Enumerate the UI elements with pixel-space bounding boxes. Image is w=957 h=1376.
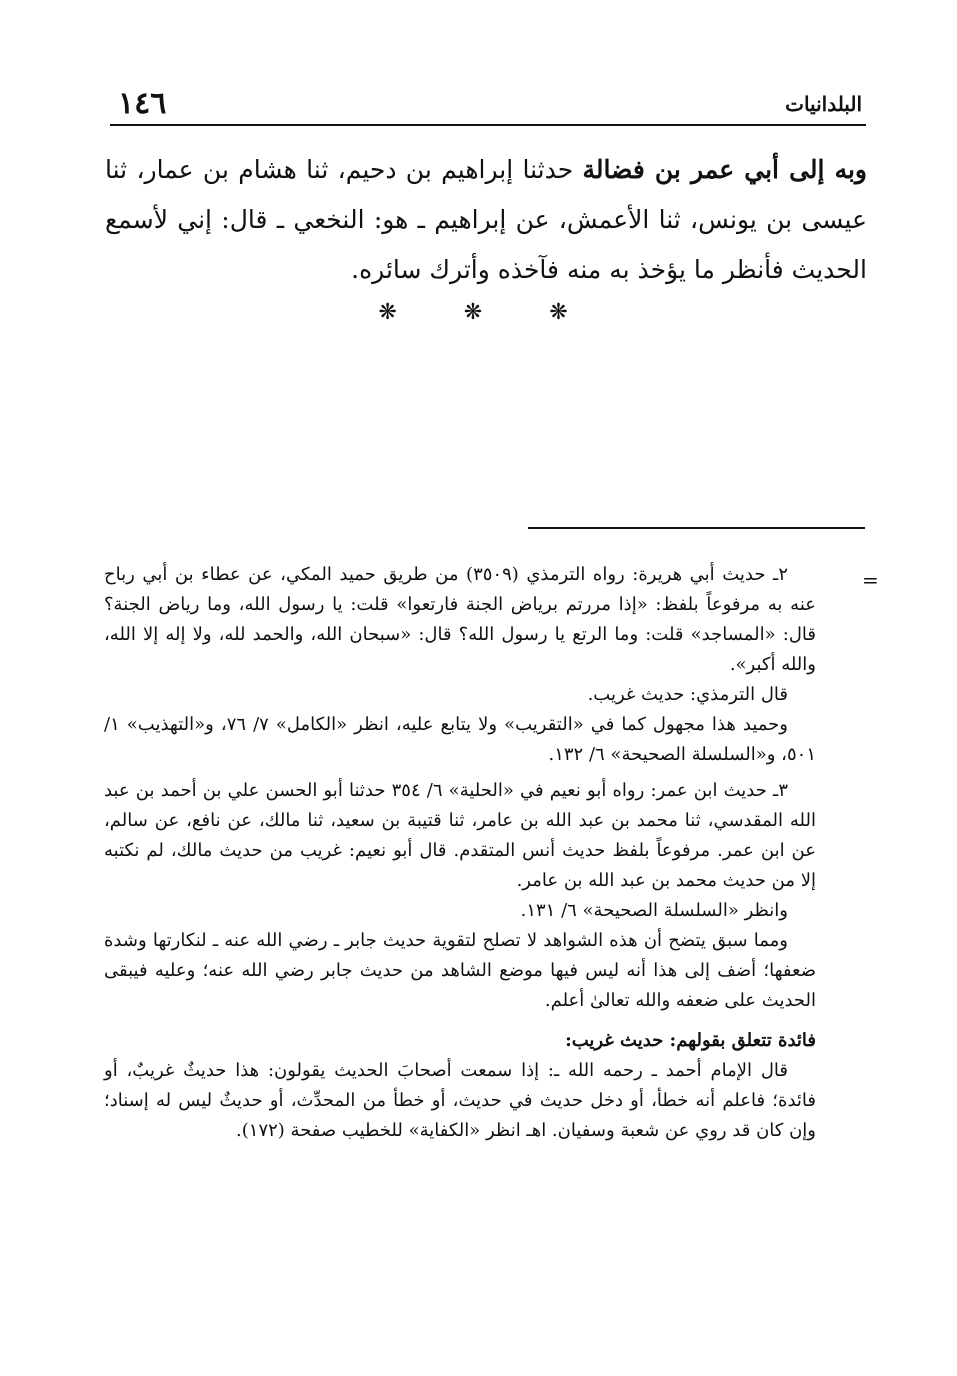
footnote-2	[104, 560, 816, 770]
footnote-3-conclusion: ومما سبق يتضح أن هذه الشواهد لا تصلح لتقوية حديث جابر ـ رضي الله عنه ـ لنكارتها وشدة ضعفها؛ أضف إلى هذا أنه ليس فيها موضع الشاهد من حديث جابر رضي الله عنه؛ وعليه فيبقى الحديث على ضعفه والله تعالىٰ أعلم.	[104, 930, 816, 1011]
main-text	[105, 145, 867, 295]
footnote-3	[104, 776, 816, 1016]
benefit-section	[104, 1026, 816, 1146]
footnote-3-reference: وانظر «السلسلة الصحيحة» ٦/ ١٣١.	[520, 900, 788, 921]
running-title: البلدانيات	[785, 92, 862, 116]
page-number: ١٤٦	[118, 86, 167, 121]
benefit-text: قال الإمام أحمد ـ رحمه الله ـ: إذا سمعت أصحابَ الحديث يقولون: هذا حديثٌ غريبٌ، أو فائدة؛ فاعلم أنه خطأ، أو دخل حديث في حديث، أو خطأ من المحدِّث، أو حديثٌ ليس له إسناد؛ وإن كان قد روي عن شعبة وسفيان. اهـ انظر «الكفاية» للخطيب صفحة (١٧٢).	[104, 1060, 816, 1141]
main-text-lead: وبه إلى أبي عمر بن فضالة	[582, 155, 868, 184]
footnote-continuation-marker: =	[862, 568, 879, 592]
benefit-heading: فائدة تتعلق بقولهم: حديث غريب:	[565, 1030, 816, 1051]
main-text-body: حدثنا إبراهيم بن دحيم، ثنا هشام بن عمار، ثنا عيسى بن يونس، ثنا الأعمش، عن إبراهيم ـ هو: النخعي ـ قال: إني لأسمع الحديث فأنظر ما يؤخذ به منه فآخذه وأترك سائره.	[105, 155, 867, 284]
footnote-2-tirmidhi-note: قال الترمذي: حديث غريب.	[587, 684, 788, 705]
footnote-rule	[528, 527, 865, 529]
section-separator: ❋ ❋ ❋	[378, 300, 598, 325]
footnote-2-paragraph: ٢ـ حديث أبي هريرة: رواه الترمذي (٣٥٠٩) من طريق حميد المكي، عن عطاء بن أبي رباح عنه به مرفوعاً بلفظ: «إذا مررتم برياض الجنة فارتعوا» قلت: يا رسول الله، وما رياض الجنة؟ قال: «المساجد» قلت: وما الرتع يا رسول الله؟ قال: «سبحان الله، والحمد لله، ولا إله إلا الله، والله أكبر».	[104, 564, 816, 675]
page-header	[110, 84, 866, 126]
footnote-2-humaid-note: وحميد هذا مجهول كما في «التقريب» ولا يتابع عليه، انظر «الكامل» ٧/ ٧٦، و«التهذيب» ١/ ٥٠١، و«السلسلة الصحيحة» ٦/ ١٣٢.	[104, 714, 816, 765]
footnote-3-paragraph: ٣ـ حديث ابن عمر: رواه أبو نعيم في «الحلية» ٦/ ٣٥٤ حدثنا أبو الحسن علي بن أحمد بن عبد الله المقدسي، ثنا محمد بن عبد الله بن عامر، ثنا قتيبة بن سعيد، ثنا مالك، عن نافع، عن سالم، عن ابن عمر. مرفوعاً بلفظ حديث أنس المتقدم. قال أبو نعيم: غريب من حديث مالك، لم نكتبه إلا من حديث محمد بن عبد الله بن عامر.	[104, 780, 816, 891]
footnotes	[104, 560, 816, 1152]
